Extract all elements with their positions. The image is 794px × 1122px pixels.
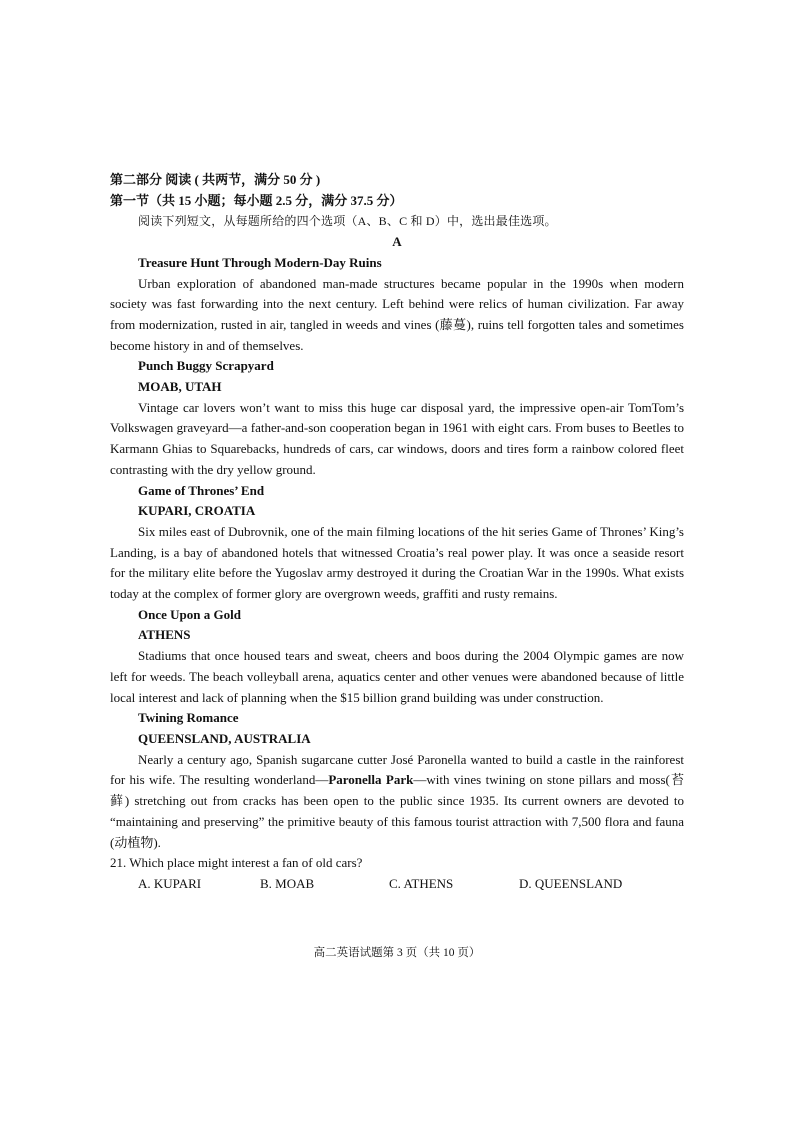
- section-name: Once Upon a Gold: [138, 606, 241, 622]
- section-location: KUPARI, CROATIA: [138, 503, 256, 519]
- passage-title: Treasure Hunt Through Modern-Day Ruins: [138, 254, 382, 270]
- passage-label: A: [392, 234, 402, 250]
- section-paragraph: Stadiums that once housed tears and sweat, cheers and boos during the 2004 Olympic games are now left for weeds. The beach volleyball arena, aquatics center and other venues were abandoned because of little local interest and lack of planning when the $15 billion grand building was under construction.: [110, 648, 684, 705]
- section-location: QUEENSLAND, AUSTRALIA: [138, 730, 311, 746]
- option-b[interactable]: B. MOAB: [260, 875, 315, 891]
- option-c[interactable]: C. ATHENS: [389, 875, 454, 891]
- paragraph-text-before: Nearly a century ago, Spanish sugarcane cutter José Paronella wanted to build a castle in the rainforest for his wife. The resulting wonderland—: [110, 751, 684, 788]
- paragraph-text-after: —with vines twining on stone pillars and moss(苔藓) stretching out from cracks has been open to the public since 1935. Its current owners are devoted to “maintaining and preserving” the primitive beauty of this famous tourist attraction with 7,500 flora and fauna (动植物).: [110, 772, 684, 850]
- section-paragraph: Vintage car lovers won’t want to miss this huge car disposal yard, the impressive open-air TomTom’s Volkswagen graveyard—a father-and-son cooperation began in 1961 with eight cars. From buses to Beetles to Karmann Ghias to Squarebacks, hundreds of cars, car windows, doors and tires form a rainbow colored fleet contrasting with the dry yellow ground.: [110, 399, 684, 477]
- section-name: Twining Romance: [138, 710, 239, 726]
- answer-options: [110, 874, 684, 895]
- section-location: ATHENS: [138, 627, 191, 643]
- option-d[interactable]: D. QUEENSLAND: [519, 875, 623, 891]
- section-name: Punch Buggy Scrapyard: [138, 358, 274, 374]
- question-stem: 21. Which place might interest a fan of old cars?: [110, 855, 363, 871]
- section-paragraph: Six miles east of Dubrovnik, one of the main filming locations of the hit series Game of Thrones’ King’s Landing, is a bay of abandoned hotels that witnessed Croatia’s real power play. It was once a seaside resort for the military elite before the Yugoslav army destroyed it during the Croatian War in the 1990s. What exists today at the complex of former glory are overgrown weeds, graffiti and rusty remains.: [110, 523, 684, 602]
- instruction-text: 阅读下列短文，从每题所给的四个选项（A、B、C 和 D）中，选出最佳选项。: [138, 214, 557, 229]
- paronella-park-bold: Paronella Park: [328, 772, 414, 788]
- part-heading: 第二部分 阅读 ( 共两节，满分 50 分 ): [110, 172, 321, 187]
- exam-page: [110, 170, 684, 895]
- section-paragraph: [110, 750, 684, 854]
- option-a[interactable]: A. KUPARI: [138, 875, 202, 891]
- section-heading: 第一节（共 15 小题；每小题 2.5 分，满分 37.5 分）: [110, 192, 403, 208]
- intro-paragraph: Urban exploration of abandoned man-made structures became popular in the 1990s when modern society was fast forwarding into the next century. Left behind were relics of human civilization. Far away from modernization, rusted in air, tangled in weeds and vines (藤蔓), ruins tell forgotten tales and sometimes become history in and of themselves.: [110, 275, 684, 353]
- page-footer: 高二英语试题第 3 页（共 10 页）: [313, 947, 481, 959]
- section-location: MOAB, UTAH: [138, 379, 222, 395]
- section-name: Game of Thrones’ End: [138, 482, 265, 498]
